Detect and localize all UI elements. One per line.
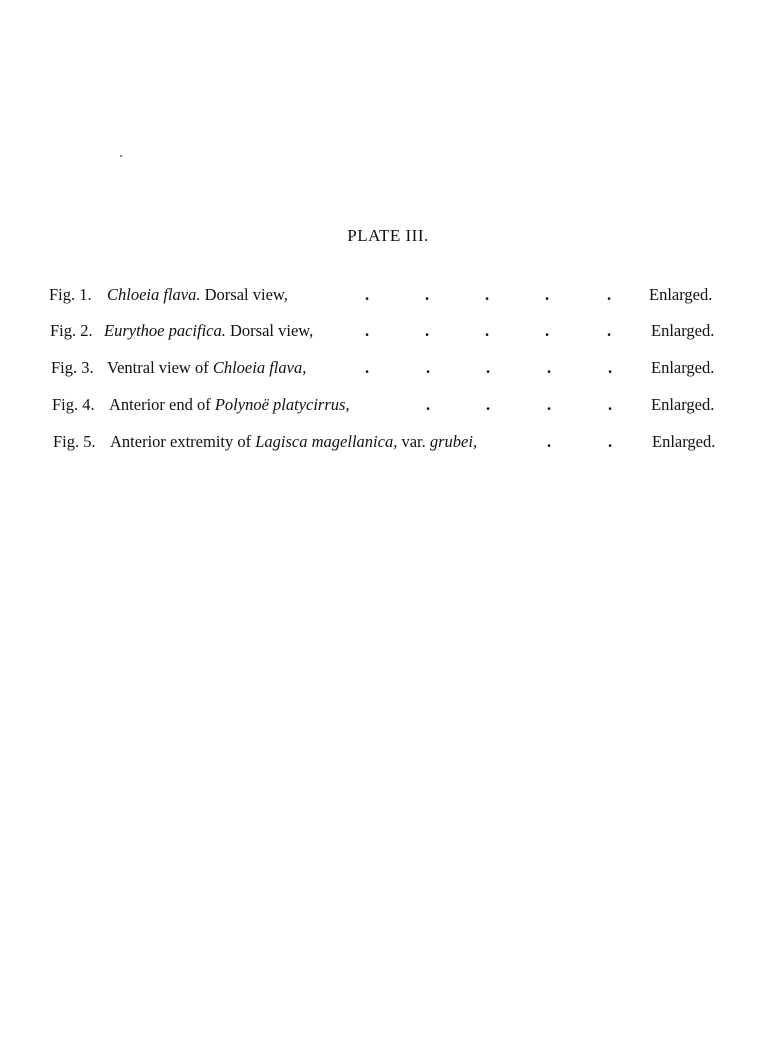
leader-dot: . [607, 285, 612, 304]
caption-part: Anterior extremity of [110, 432, 256, 451]
figure-caption-row [52, 395, 732, 419]
figure-label: Fig. 1. [49, 285, 92, 304]
leader-dot: . [486, 395, 491, 414]
figure-caption-row [49, 285, 729, 309]
leader-dot: . [547, 432, 552, 451]
scale-note: Enlarged. [651, 358, 715, 377]
leader-dot: . [365, 358, 370, 377]
figure-label: Fig. 4. [52, 395, 95, 414]
figure-caption [110, 432, 477, 452]
scale-note: Enlarged. [649, 285, 713, 304]
leader-dot: . [608, 395, 613, 414]
leader-dot: . [425, 285, 430, 304]
caption-part: grubei, [429, 432, 478, 451]
leader-dot: . [485, 321, 490, 340]
caption-part: Eurythoe pacifica. [104, 321, 226, 340]
scale-note: Enlarged. [651, 321, 715, 340]
leader-dot: . [365, 285, 370, 304]
caption-part: Chloeia flava. [107, 285, 201, 304]
caption-part: Dorsal view, [200, 285, 288, 304]
figure-caption [107, 285, 288, 305]
plate-title: PLATE III. [347, 226, 429, 245]
caption-part: Dorsal view, [225, 321, 314, 340]
figure-label: Fig. 5. [53, 432, 96, 451]
figure-caption [109, 395, 350, 415]
stray-mark [120, 155, 122, 157]
leader-dot: . [425, 321, 430, 340]
leader-dot: . [547, 395, 552, 414]
leader-dot: . [426, 395, 431, 414]
figure-label: Fig. 3. [51, 358, 94, 377]
figure-caption-row [51, 358, 731, 382]
caption-part: Lagisca magellanica, [255, 432, 398, 451]
leader-dot: . [607, 321, 612, 340]
leader-dot: . [608, 358, 613, 377]
figure-label: Fig. 2. [50, 321, 93, 340]
caption-part: var. [397, 432, 430, 451]
leader-dot: . [426, 358, 431, 377]
scale-note: Enlarged. [652, 432, 716, 451]
leader-dot: . [545, 321, 550, 340]
figure-caption-row [50, 321, 730, 345]
leader-dot: . [485, 285, 490, 304]
caption-part: Polynoë platycirrus, [214, 395, 350, 414]
leader-dot: . [545, 285, 550, 304]
leader-dot: . [547, 358, 552, 377]
caption-part: Anterior end of [109, 395, 215, 414]
caption-part: Chloeia flava, [212, 358, 307, 377]
leader-dot: . [365, 321, 370, 340]
figure-caption [104, 321, 313, 341]
figure-caption [107, 358, 306, 378]
caption-part: Ventral view of [107, 358, 213, 377]
scale-note: Enlarged. [651, 395, 715, 414]
figure-caption-row [53, 432, 733, 456]
leader-dot: . [608, 432, 613, 451]
leader-dot: . [486, 358, 491, 377]
